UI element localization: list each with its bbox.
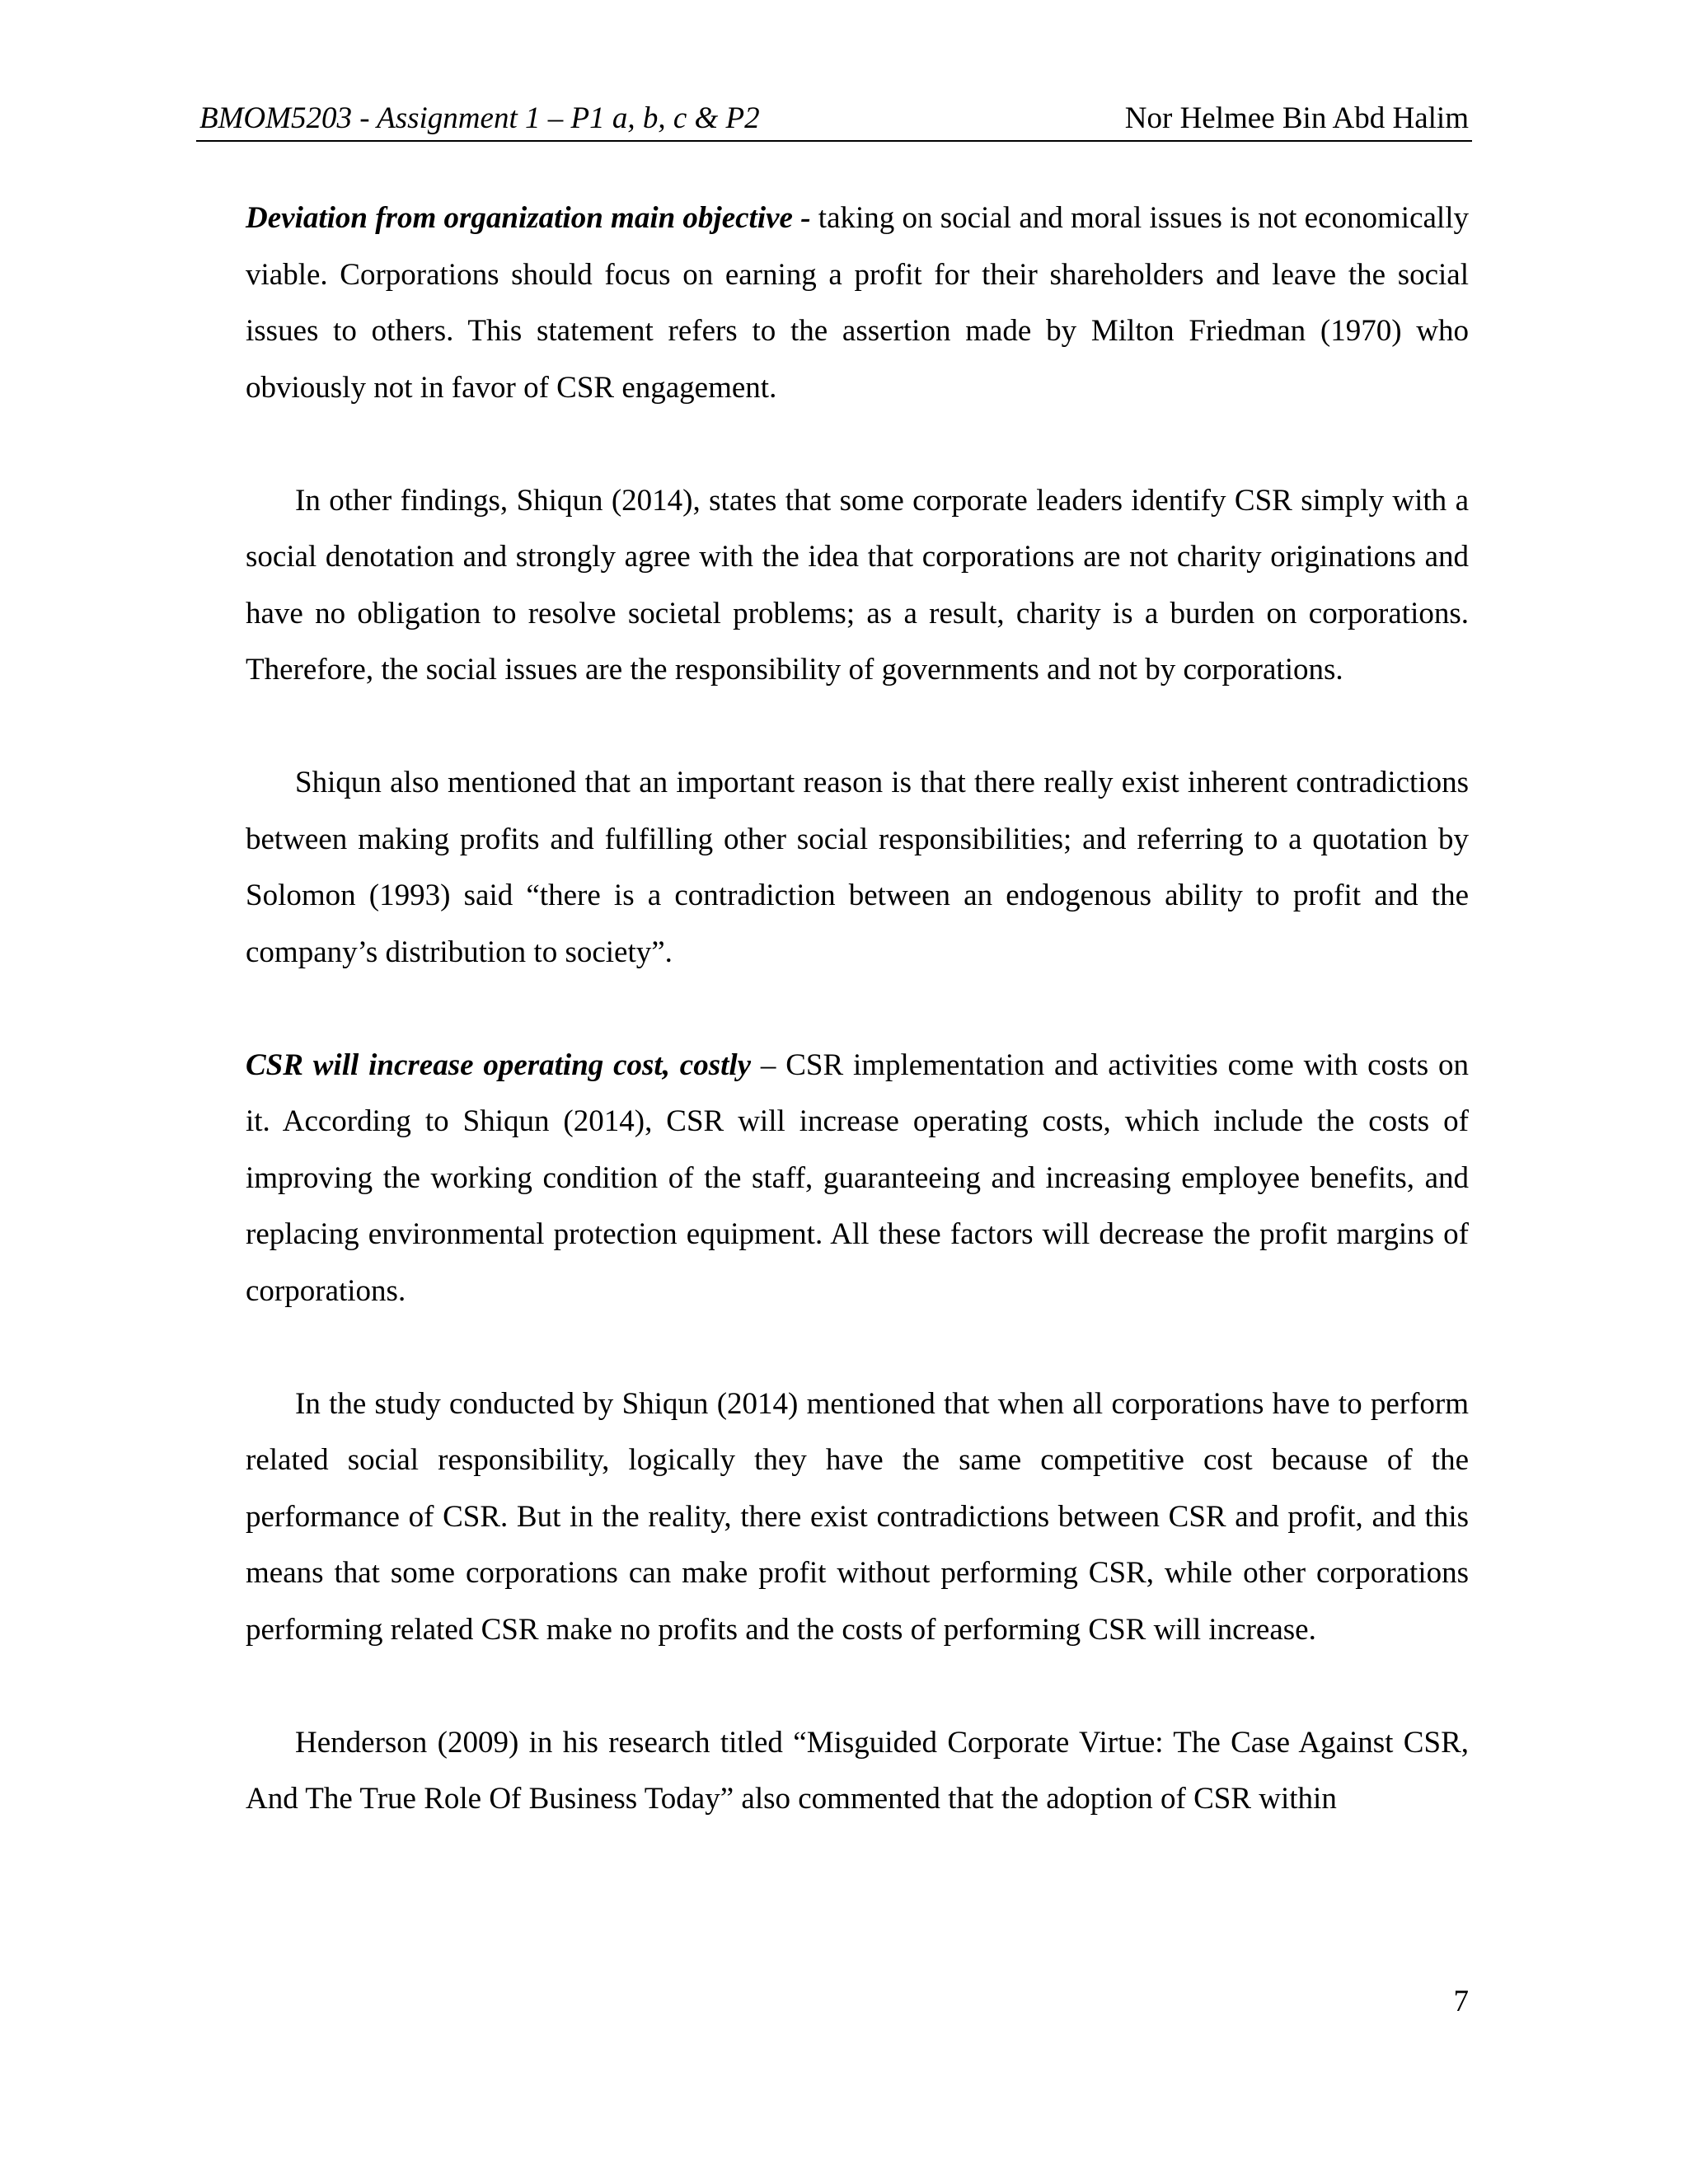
paragraph-lead-heading: Deviation from organization main objective - (246, 201, 811, 235)
paragraph-text: – CSR implementation and activities come with costs on it. According to Shiqun (2014), CSR will increase operating costs, which include the costs of improving the working condition of the staff, guaranteeing and increasing employee benefits, and replacing environmental protection equipment. All these factors will decrease the profit margins of corporations. (246, 1047, 1469, 1308)
paragraph-deviation-objective (246, 190, 1469, 416)
running-header (196, 97, 1472, 142)
paragraph-text: taking on social and moral issues is not economically viable. Corporations should focus on earning a profit for their shareholders and leave the social issues to others. This statement refers to the assertion made by Milton Friedman (1970) who obviously not in favor of CSR engagement. (246, 201, 1469, 405)
paragraph-competitive-cost: In the study conducted by Shiqun (2014) mentioned that when all corporations have to perform related social responsibility, logically they have the same competitive cost because of the performance of CSR. But in the reality, there exist contradictions between CSR and profit, and this means that some corporations can make profit without performing CSR, while other corporations performing related CSR make no profits and the costs of performing CSR will increase. (246, 1386, 1469, 1647)
paragraph-shiqun-findings: In other findings, Shiqun (2014), states that some corporate leaders identify CSR simply with a social denotation and strongly agree with the idea that corporations are not charity originations and have no obligation to resolve societal problems; as a result, charity is a burden on corporations. Therefore, the social issues are the responsibility of governments and not by corporations. (246, 483, 1469, 687)
paragraph-operating-cost (246, 1038, 1469, 1320)
header-author-name: Nor Helmee Bin Abd Halim (1124, 101, 1469, 135)
paragraph-contradictions: Shiqun also mentioned that an important reason is that there really exist inherent contradictions between making profits and fulfilling other social responsibilities; and referring to a quotation by Solomon (1993) said “there is a contradiction between an endogenous ability to profit and the company’s distribution to society”. (246, 766, 1469, 969)
paragraph-henderson: Henderson (2009) in his research titled “Misguided Corporate Virtue: The Case Against CSR, And The True Role Of Business Today” also commented that the adoption of CSR within (246, 1725, 1469, 1816)
page-number: 7 (1453, 1985, 1469, 2018)
body-text (246, 190, 1469, 1884)
header-course-title: BMOM5203 - Assignment 1 – P1 a, b, c & P2 (199, 101, 760, 135)
paragraph-lead-heading: CSR will increase operating cost, costly (246, 1047, 752, 1082)
